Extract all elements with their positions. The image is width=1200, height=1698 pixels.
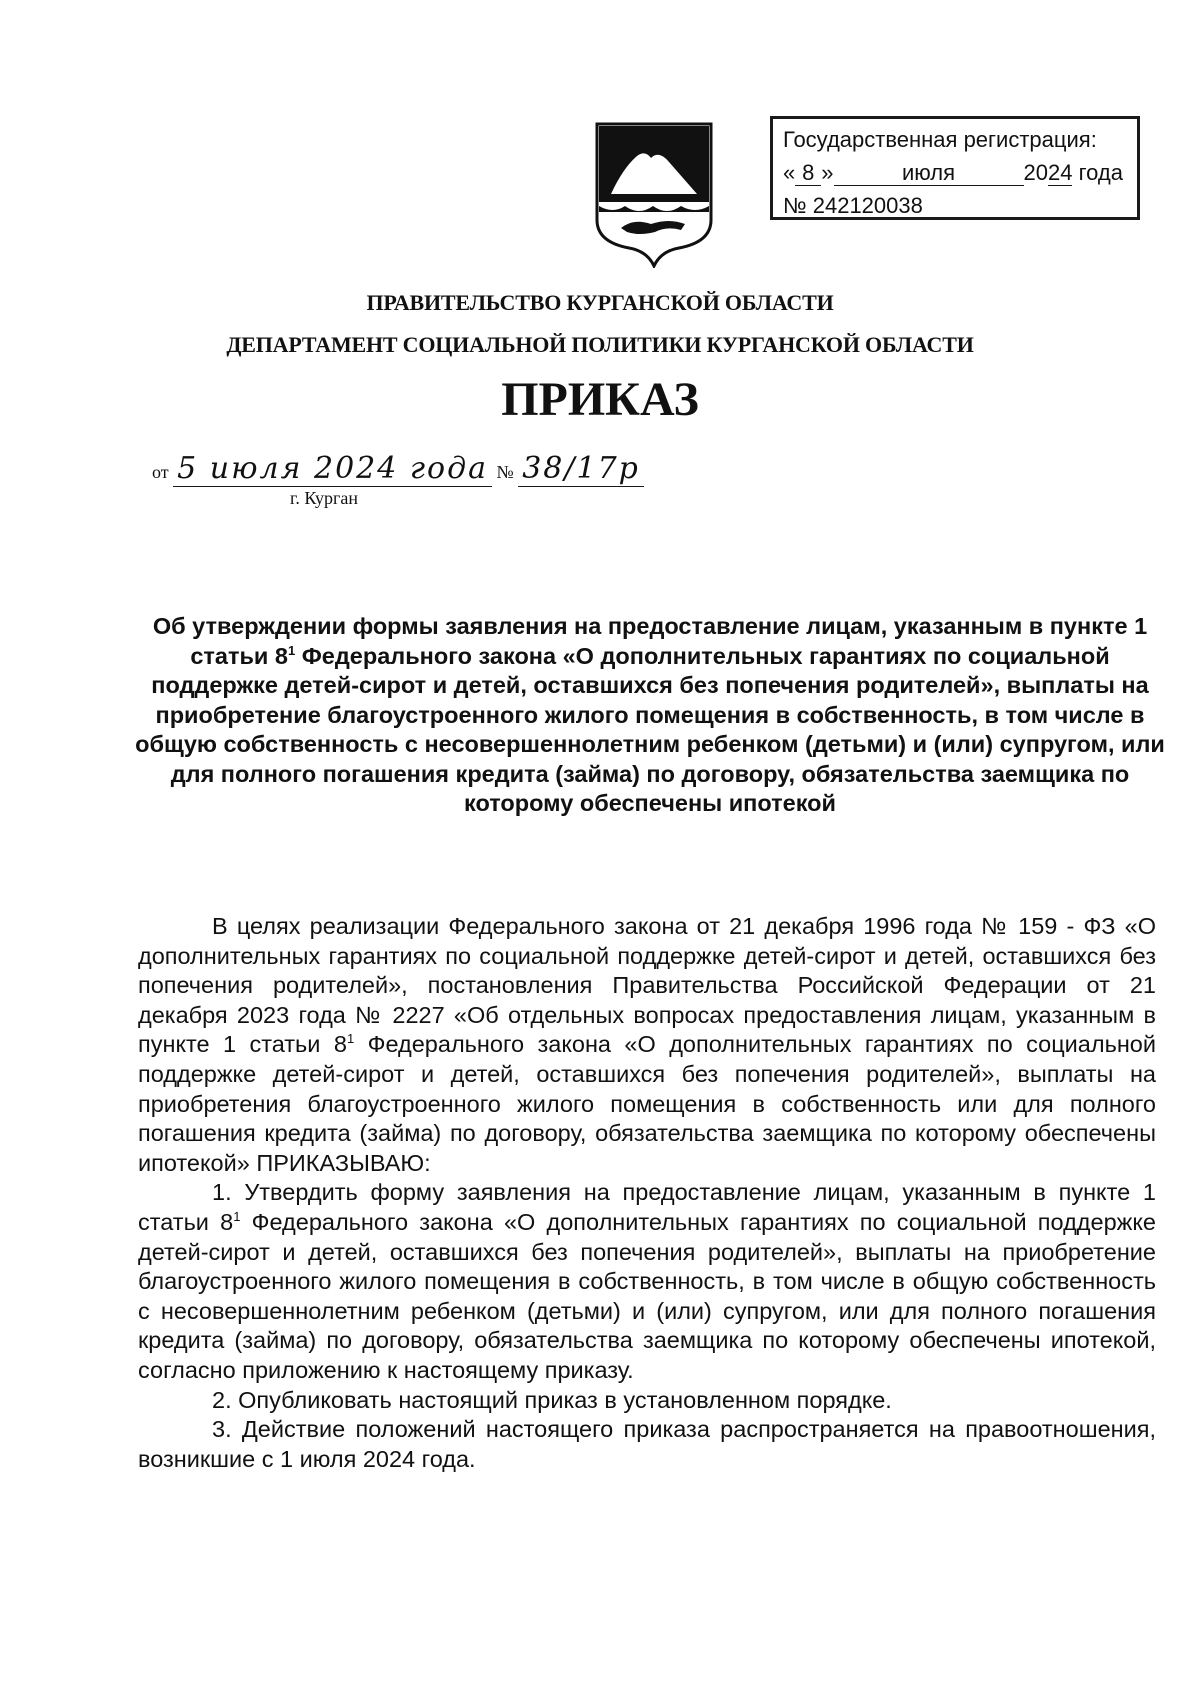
registration-year-suffix: 24 bbox=[1047, 160, 1073, 185]
registration-year-word: года bbox=[1078, 160, 1123, 185]
preamble-text-2: Федерального закона «О дополнительных гарантиях по социальной поддержке детей-сирот и детей, оставшихся без попечения родителей», выплаты на приобретения благоустроенного жилого помещения в собственность или для полного погашения кредита (займа) по договору, обязательства заемщика по которому обеспечены ипотекой» ПРИКАЗЫВАЮ: bbox=[138, 1031, 1156, 1176]
state-registration-stamp bbox=[770, 116, 1140, 220]
order-number: 38/17р bbox=[518, 452, 644, 487]
preamble-paragraph bbox=[138, 912, 1156, 1178]
title-sup: 1 bbox=[287, 642, 296, 658]
registration-number-label: № bbox=[783, 193, 807, 218]
title-text-1: Об утверждении формы заявления на предоставление лицам, указанным в пункте 1 статьи 8 bbox=[152, 613, 1148, 669]
document-title bbox=[130, 612, 1170, 819]
registration-month: июля bbox=[834, 161, 1024, 186]
order-from-label: от bbox=[152, 462, 169, 482]
order-date-number bbox=[152, 452, 644, 487]
order-city: г. Курган bbox=[290, 488, 359, 508]
department-name: ДЕПАРТАМЕНТ СОЦИАЛЬНОЙ ПОЛИТИКИ КУРГАНСКОЙ ОБЛАСТИ bbox=[226, 332, 974, 357]
coat-of-arms-icon bbox=[593, 120, 715, 268]
order-number-label: № bbox=[496, 462, 514, 482]
document-body bbox=[138, 912, 1156, 1474]
registration-year-prefix: 20 bbox=[1023, 160, 1048, 185]
item-3-paragraph: 3. Действие положений настоящего приказа распространяется на правоотношения, возникшие с 1 июля 2024 года. bbox=[138, 1416, 1156, 1472]
item-1-text-1: 1. Утвердить форму заявления на предоставление лицам, указанным в пункте 1 статьи 8 bbox=[138, 1179, 1156, 1235]
item-1-sup: 1 bbox=[233, 1209, 241, 1225]
item-1-paragraph bbox=[138, 1178, 1156, 1385]
document-type: ПРИКАЗ bbox=[501, 373, 699, 426]
title-text-2: Федерального закона «О дополнительных гарантиях по социальной поддержке детей-сирот и детей, оставшихся без попечения родителей», выплаты на приобретение благоустроенного жилого помещения в собственность, в том числе в общую собственность с несовершеннолетним ребенком (детьми) и (или) супругом, или для полного погашения кредита (займа) по договору, обязательства заемщика по которому обеспечены ипотекой bbox=[135, 642, 1165, 816]
registration-number-line bbox=[783, 189, 1127, 222]
registration-day: 8 bbox=[795, 161, 821, 186]
order-date: 5 июля 2024 года bbox=[173, 452, 492, 487]
registration-title: Государственная регистрация: bbox=[783, 127, 1097, 152]
preamble-text-1: В целях реализации Федерального закона от 21 декабря 1996 года № 159 - ФЗ «О дополнительных гарантиях по социальной поддержке детей-сирот и детей, оставшихся без попечения родителей», постановления Правительства Российской Федерации от 21 декабря 2023 года № 2227 «Об отдельных вопросах предоставления лицам, указанным в пункте 1 статьи 8 bbox=[138, 913, 1156, 1058]
item-2-paragraph: 2. Опубликовать настоящий приказ в установленном порядке. bbox=[212, 1386, 892, 1413]
item-1-text-2: Федерального закона «О дополнительных гарантиях по социальной поддержке детей-сирот и детей, оставшихся без попечения родителей», выплаты на приобретение благоустроенного жилого помещения в собственность, в том числе в общую собственность с несовершеннолетним ребенком (детьми) и (или) супругом, или для полного погашения кредита (займа) по договору, обязательства заемщика по которому обеспечены ипотекой, согласно приложению к настоящему приказу. bbox=[138, 1208, 1156, 1383]
government-name: ПРАВИТЕЛЬСТВО КУРГАНСКОЙ ОБЛАСТИ bbox=[366, 290, 834, 315]
registration-number: 242120038 bbox=[813, 194, 1109, 219]
preamble-sup: 1 bbox=[346, 1031, 355, 1047]
registration-date: « 8 » июля 2024 года bbox=[783, 160, 1123, 185]
